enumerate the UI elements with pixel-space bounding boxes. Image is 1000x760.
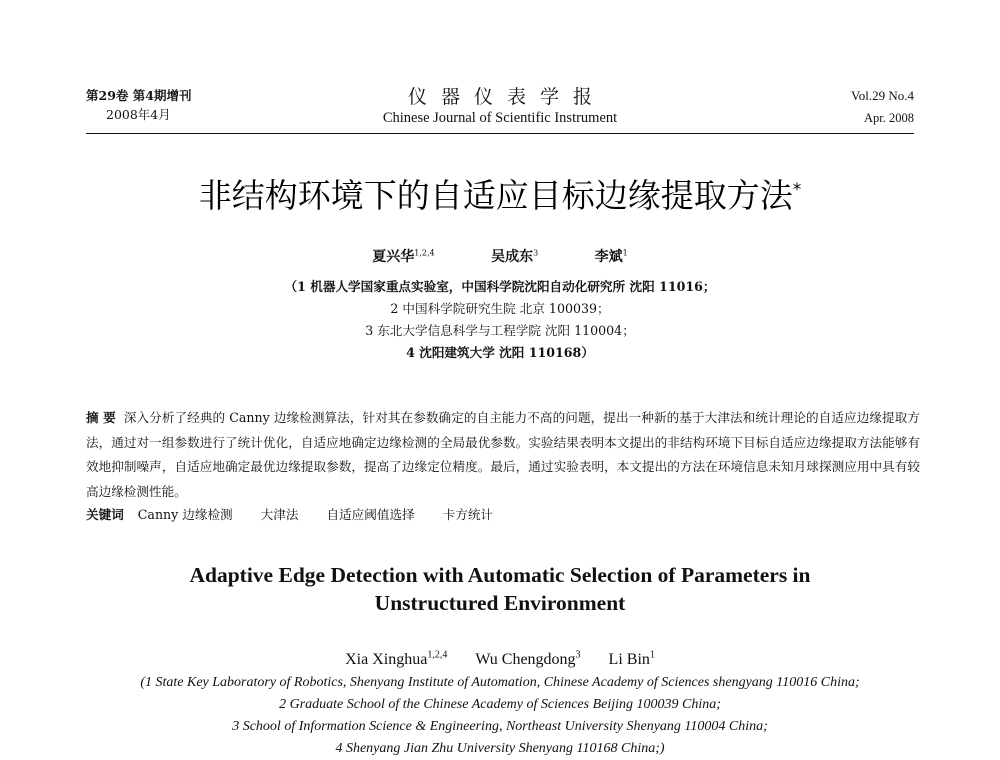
affiliation-zh: 2 中国科学院研究生院 北京 100039； bbox=[390, 301, 610, 316]
keyword: 卡方统计 bbox=[442, 507, 494, 522]
keywords-label: 关键词 bbox=[86, 507, 124, 522]
author-en: Xia Xinghua$^{1,2,4}$ bbox=[345, 650, 448, 669]
affiliation-en: 2 Graduate School of the Chinese Academy of Sciences Beijing 100039 China; bbox=[279, 697, 721, 712]
affiliation-zh: 3 东北大学信息科学与工程学院 沈阳 110004； bbox=[365, 323, 635, 338]
affiliation-en: 4 Shenyang Jian Zhu University Shenyang 110168 China;) bbox=[335, 741, 665, 756]
volume-issue-zh: 第29卷 第4期增刊 bbox=[86, 88, 192, 103]
keyword: Canny 边缘检测 bbox=[137, 507, 233, 522]
author-en: Wu Chengdong$^3$ bbox=[475, 650, 581, 669]
author-list-zh bbox=[0, 243, 1000, 267]
affiliation-zh: 4 沈阳建筑大学 沈阳 110168） bbox=[406, 345, 594, 360]
journal-header bbox=[86, 86, 914, 136]
title-en-line: Adaptive Edge Detection with Automatic Selection of Parameters in bbox=[189, 563, 811, 587]
paper-title-en bbox=[0, 561, 1000, 617]
date-en: Apr. 2008 bbox=[864, 111, 914, 125]
title-en-line: Unstructured Environment bbox=[374, 591, 626, 615]
affiliations-zh bbox=[0, 276, 1000, 364]
header-right bbox=[851, 86, 914, 128]
author-zh: 吴成东$^3$ bbox=[491, 248, 539, 265]
header-center bbox=[86, 86, 914, 128]
volume-issue-en: Vol.29 No.4 bbox=[851, 88, 914, 103]
author-zh: 李斌$^1$ bbox=[594, 248, 628, 265]
header-rule bbox=[86, 133, 914, 134]
abstract-zh bbox=[86, 406, 920, 504]
abstract-label: 摘 要 bbox=[86, 410, 116, 425]
paper-title-zh bbox=[0, 168, 1000, 218]
journal-name-en: Chinese Journal of Scientific Instrument bbox=[382, 110, 618, 126]
keyword: 自适应阈值选择 bbox=[326, 507, 415, 522]
title-footnote-mark: * bbox=[792, 180, 802, 200]
date-zh: 2008年4月 bbox=[106, 107, 171, 122]
author-en: Li Bin$^1$ bbox=[608, 650, 655, 669]
affiliation-en: (1 State Key Laboratory of Robotics, Shenyang Institute of Automation, Chinese Academy of Sciences shengyang 110016 China; bbox=[140, 675, 860, 690]
affiliations-en bbox=[0, 672, 1000, 760]
affiliation-en: 3 School of Information Science & Engineering, Northeast University Shenyang 110004 China; bbox=[232, 719, 768, 734]
author-list-en bbox=[0, 646, 1000, 670]
title-zh-text: 非结构环境下的自适应目标边缘提取方法 bbox=[198, 176, 793, 215]
journal-name-zh: 仪器仪表学报 bbox=[407, 86, 606, 108]
keyword: 大津法 bbox=[260, 507, 299, 522]
author-zh: 夏兴华$^{1,2,4}$ bbox=[372, 248, 435, 265]
keywords-zh bbox=[86, 504, 920, 526]
affiliation-zh: （1 机器人学国家重点实验室，中国科学院沈阳自动化研究所 沈阳 11016； bbox=[284, 279, 716, 294]
abstract-text: 深入分析了经典的 Canny 边缘检测算法，针对其在参数确定的自主能力不高的问题，提出一种新的基于大津法和统计理论的自适应边缘提取方法，通过对一组参数进行了统计优化，自适应地确定边缘检测的全局最优参数。实验结果表明本文提出的非结构环境下目标自适应边缘提取方法能够有效地抑制噪声，自适应地确定最优边缘提取参数，提高了边缘定位精度。最后，通过实验表明，本文提出的方法在环境信息未知月球探测应用中具有较高边缘检测性能。 bbox=[86, 410, 920, 499]
